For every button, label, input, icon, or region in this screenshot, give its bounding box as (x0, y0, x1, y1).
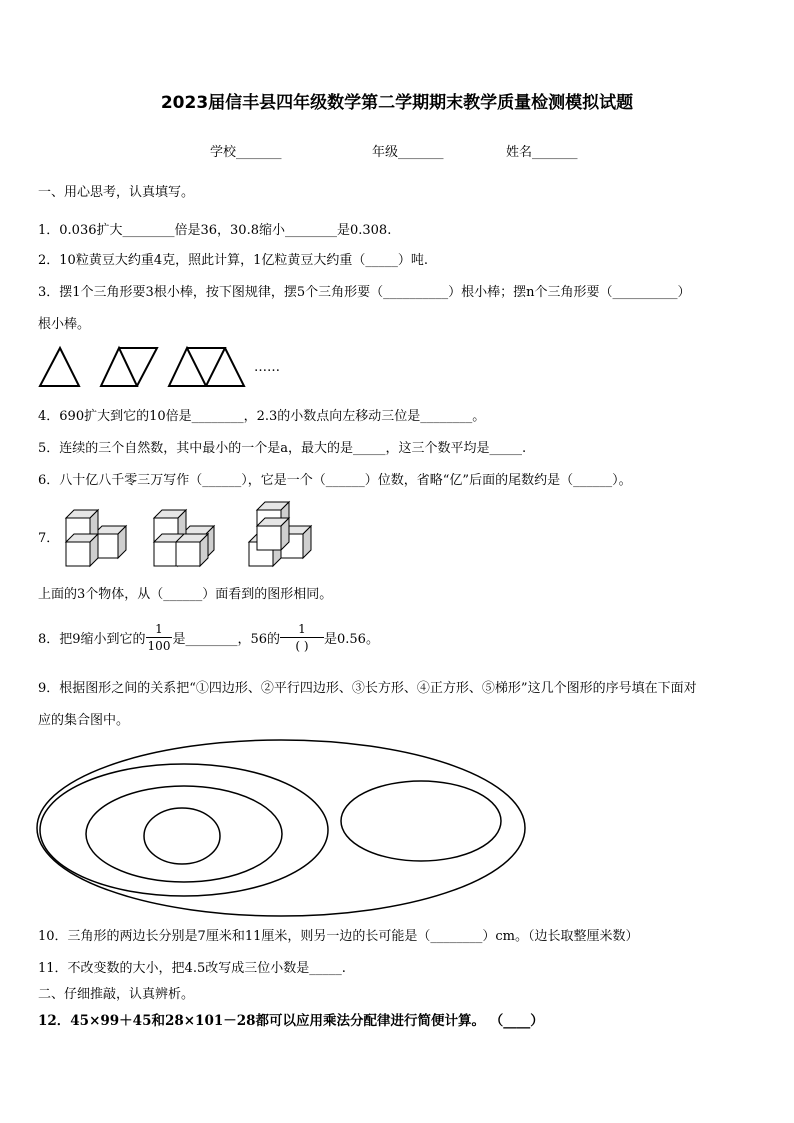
triangle-group-3 (169, 348, 244, 386)
fraction-1-numerator: 1 (146, 621, 173, 638)
question-10: 10．三角形的两边长分别是7厘米和11厘米，则另一边的长可能是（________）cm。（边长取整厘米数） (38, 929, 639, 944)
question-1: 1．0.036扩大________倍是36，30.8缩小________是0.308. (38, 223, 392, 238)
question-4: 4．690扩大到它的10倍是________，2.3的小数点向左移动三位是________。 (38, 409, 486, 424)
question-2: 2．10粒黄豆大约重4克，照此计算，1亿粒黄豆大约重（_____）吨. (38, 253, 428, 268)
section-2-heading: 二、仔细推敲，认真辨析。 (38, 987, 195, 1002)
separate-set-ellipse (341, 781, 501, 861)
question-3-line2: 根小棒。 (38, 317, 91, 332)
question-6: 6．八十亿八千零三万写作（______），它是一个（______）位数，省略“亿”后面的尾数约是（______）。 (38, 473, 632, 488)
grade-field: 年级_______ (372, 145, 444, 160)
pattern-ellipsis: …… (254, 360, 280, 375)
question-12: 12．45×99＋45和28×101－28都可以应用乘法分配律进行简便计算。 （____） (38, 1013, 544, 1029)
question-5: 5．连续的三个自然数，其中最小的一个是a，最大的是_____，这三个数平均是_____. (38, 441, 527, 456)
name-field: 姓名_______ (506, 145, 578, 160)
triangle-1 (40, 348, 79, 386)
fraction-2-numerator: 1 (280, 621, 324, 638)
fraction-one-hundredth (146, 621, 173, 654)
question-8-part-a: 8．把9缩小到它的 (38, 631, 146, 647)
set-diagram (36, 738, 528, 918)
school-field: 学校_______ (210, 145, 282, 160)
question-8-part-c: 是0.56。 (324, 631, 379, 647)
cube-object-2 (154, 510, 214, 566)
set-ellipse-3 (86, 786, 282, 882)
question-9-line1: 9．根据图形之间的关系把“①四边形、②平行四边形、③长方形、④正方形、⑤梯形”这几个图形的序号填在下面对 (38, 681, 697, 696)
question-11: 11．不改变数的大小，把4.5改写成三位小数是_____. (38, 961, 346, 976)
cube-object-3 (249, 502, 311, 566)
set-ellipse-4 (144, 808, 220, 864)
triangle-pattern-figure (38, 345, 258, 389)
question-3-line1: 3．摆1个三角形要3根小棒，按下图规律，摆5个三角形要（__________）根小棒；摆n个三角形要（__________） (38, 285, 691, 300)
set-ellipse-2 (40, 764, 328, 896)
question-8 (38, 617, 379, 657)
section-1-heading: 一、用心思考，认真填写。 (38, 185, 195, 200)
fraction-2-denominator: ( ) (295, 638, 309, 653)
fraction-1-denominator: 100 (147, 638, 171, 653)
triangle-group-2 (101, 348, 157, 386)
cube-figures (64, 502, 314, 568)
question-7-number: 7． (38, 531, 60, 546)
question-9-line2: 应的集合图中。 (38, 713, 130, 728)
question-7-text: 上面的3个物体，从（______）面看到的图形相同。 (38, 587, 333, 602)
question-8-part-b: 是________，56的 (172, 631, 280, 647)
page-title: 2023届信丰县四年级数学第二学期期末教学质量检测模拟试题 (160, 93, 634, 113)
cube-object-1 (66, 510, 126, 566)
fraction-blank (280, 621, 324, 654)
